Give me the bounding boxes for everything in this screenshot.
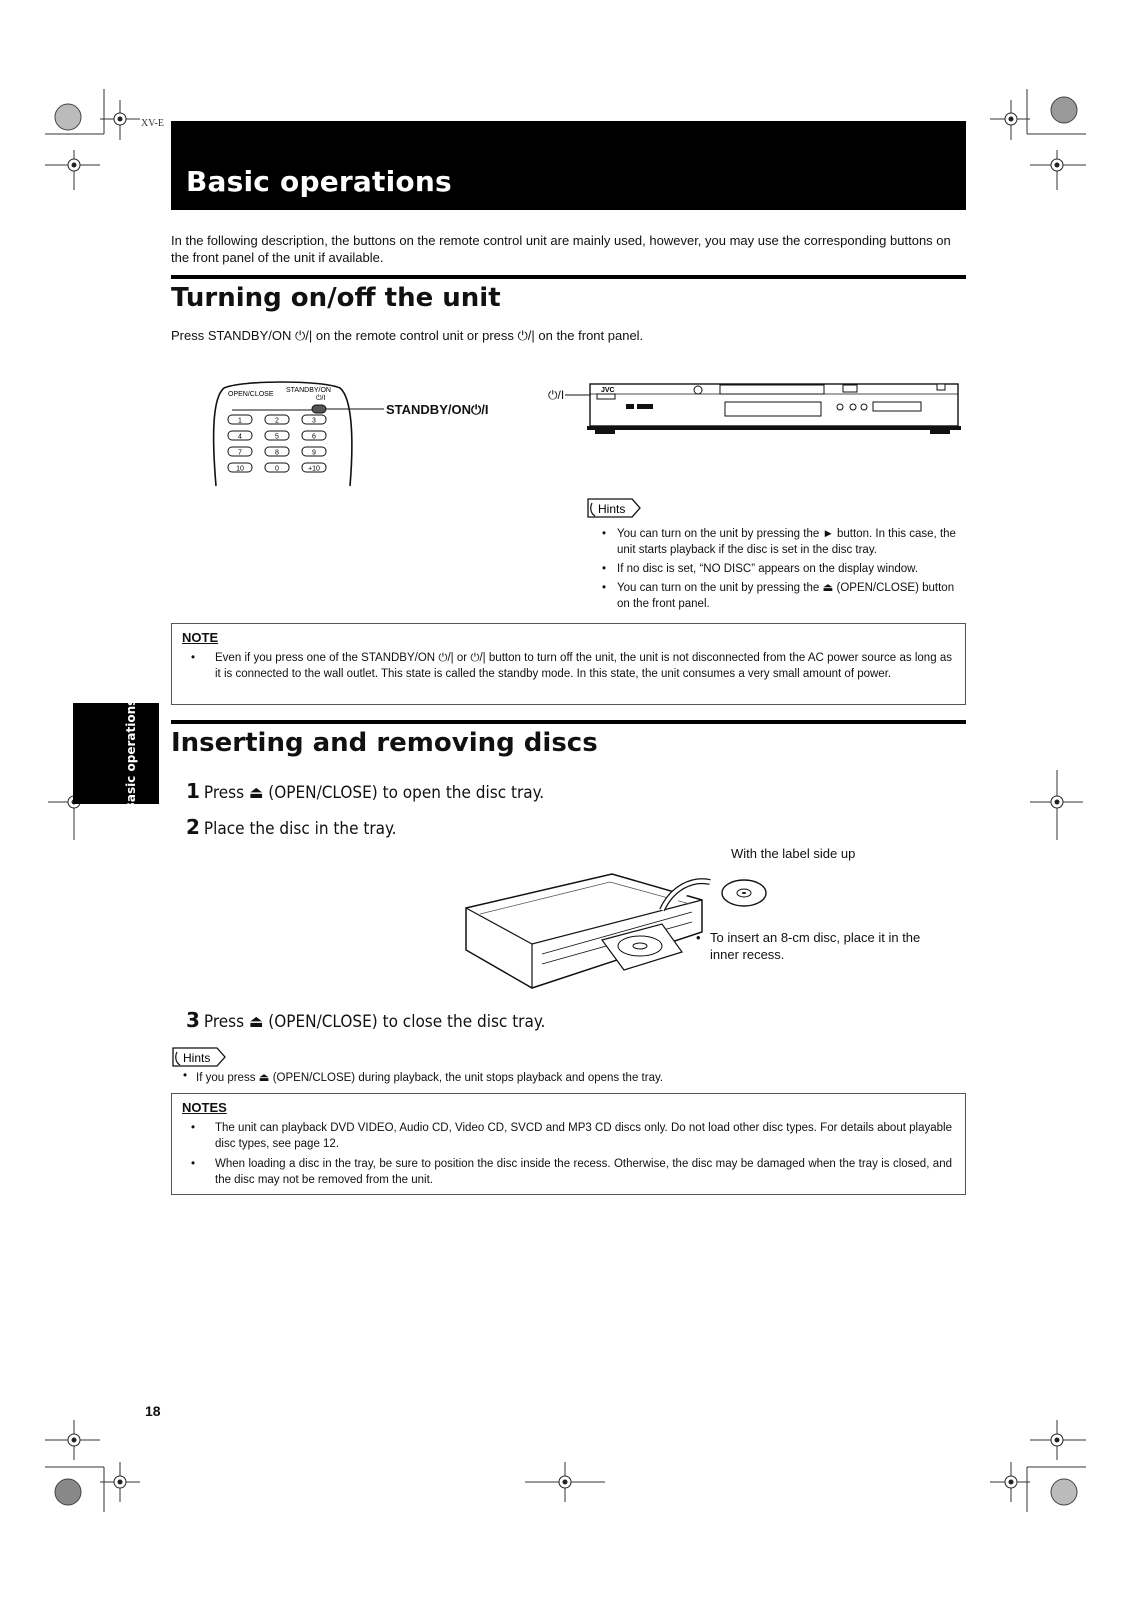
section-rule — [171, 720, 966, 724]
notes-heading: NOTES — [182, 1100, 227, 1115]
disc-icon — [720, 878, 770, 908]
side-tab-label: Basic operations — [124, 698, 138, 812]
notes-box — [171, 1093, 966, 1195]
remote-key-label: 4 — [238, 433, 242, 441]
remote-control-illustration — [212, 378, 362, 488]
remote-key-label: 6 — [312, 433, 316, 441]
note-item: • When loading a disc in the tray, be sure to position the disc inside the recess. Otherwise, the disc may be damaged when the tray is closed, and the disc may not be removed from the unit. — [172, 1156, 952, 1188]
hint-item: • You can turn on the unit by pressing the ► button. In this case, the unit starts playback if the disc is set in the disc tray. — [600, 526, 970, 558]
disc-tray-illustration — [462, 868, 722, 998]
remote-open-close-label: OPEN/CLOSE — [228, 391, 274, 398]
remote-key-label: 2 — [275, 417, 279, 425]
hint-item: • You can turn on the unit by pressing the ⏏ (OPEN/CLOSE) button on the front panel. — [600, 580, 970, 612]
panel-power-callout-label: ⏻/I — [548, 388, 565, 402]
step-text: Place the disc in the tray. — [203, 819, 397, 839]
intro-paragraph: In the following description, the buttons on the remote control unit are mainly used, however, you may use the corresponding buttons on the front panel of the unit if available. — [171, 233, 951, 265]
remote-key-label: 0 — [275, 465, 279, 473]
hint-item: • If you press ⏏ (OPEN/CLOSE) during playback, the unit stops playback and opens the tray. — [183, 1070, 663, 1084]
step-2 — [186, 815, 396, 839]
note-item: • The unit can playback DVD VIDEO, Audio CD, Video CD, SVCD and MP3 CD discs only. Do not load other disc types. For details about playable disc types, see page 12. — [172, 1120, 952, 1152]
note-box — [171, 623, 966, 705]
panel-power-button[interactable] — [597, 394, 615, 399]
model-tag: XV-E — [141, 118, 164, 129]
note-item: • Even if you press one of the STANDBY/ON ⏻/| or ⏻/| button to turn off the unit, the unit is not disconnected from the AC power source as long as it is connected to the wall outlet. This state is called the standby mode. In this state, the unit consumes a very small amount of power. — [172, 650, 952, 682]
remote-standby-button[interactable] — [312, 405, 326, 413]
front-panel-illustration — [565, 380, 965, 440]
step-1 — [186, 779, 544, 803]
section-heading-inserting-removing: Inserting and removing discs — [171, 728, 598, 758]
label-side-caption: With the label side up — [731, 846, 856, 861]
hints-badge — [586, 495, 644, 521]
standby-callout-label: STANDBY/ON⏻/I — [386, 402, 489, 417]
standby-instruction: Press STANDBY/ON ⏻/| on the remote control unit or press ⏻/| on the front panel. — [171, 328, 644, 343]
section-rule — [171, 275, 966, 279]
hints-list — [600, 526, 970, 615]
panel-brand: JVC — [601, 387, 615, 394]
step-number: 1 — [186, 779, 200, 803]
remote-key-label: 1 — [238, 417, 242, 425]
note-heading: NOTE — [182, 630, 219, 645]
section-heading-turning-on-off: Turning on/off the unit — [171, 283, 501, 313]
standby-callout-line — [326, 405, 386, 415]
insert-8cm-note: • To insert an 8-cm disc, place it in the inner recess. — [696, 929, 940, 963]
hints-badge — [171, 1044, 229, 1070]
step-3 — [186, 1008, 545, 1032]
remote-standby-label: STANDBY/ON — [286, 387, 331, 394]
hint-item: • If no disc is set, “NO DISC” appears on the display window. — [600, 561, 970, 577]
hints-badge-label: Hints — [598, 502, 626, 516]
remote-key-label: 3 — [312, 417, 316, 425]
title-bar — [171, 121, 966, 210]
remote-standby-symbol: ⏻/I — [316, 395, 326, 402]
step-text: Press ⏏ (OPEN/CLOSE) to close the disc tray. — [203, 1012, 546, 1032]
step-text: Press ⏏ (OPEN/CLOSE) to open the disc tray. — [203, 783, 545, 803]
remote-key-label: 9 — [312, 449, 316, 457]
step-number: 2 — [186, 815, 200, 839]
side-tab — [73, 698, 159, 812]
remote-key-label: 10 — [236, 465, 244, 473]
remote-key-label: 7 — [238, 449, 242, 457]
remote-key-label: 5 — [275, 433, 279, 441]
page-title: Basic operations — [186, 165, 452, 198]
remote-key-label: 8 — [275, 449, 279, 457]
remote-key-label: +10 — [308, 465, 320, 473]
page-number: 18 — [145, 1403, 161, 1419]
hints-badge-label: Hints — [183, 1051, 211, 1065]
step-number: 3 — [186, 1008, 200, 1032]
